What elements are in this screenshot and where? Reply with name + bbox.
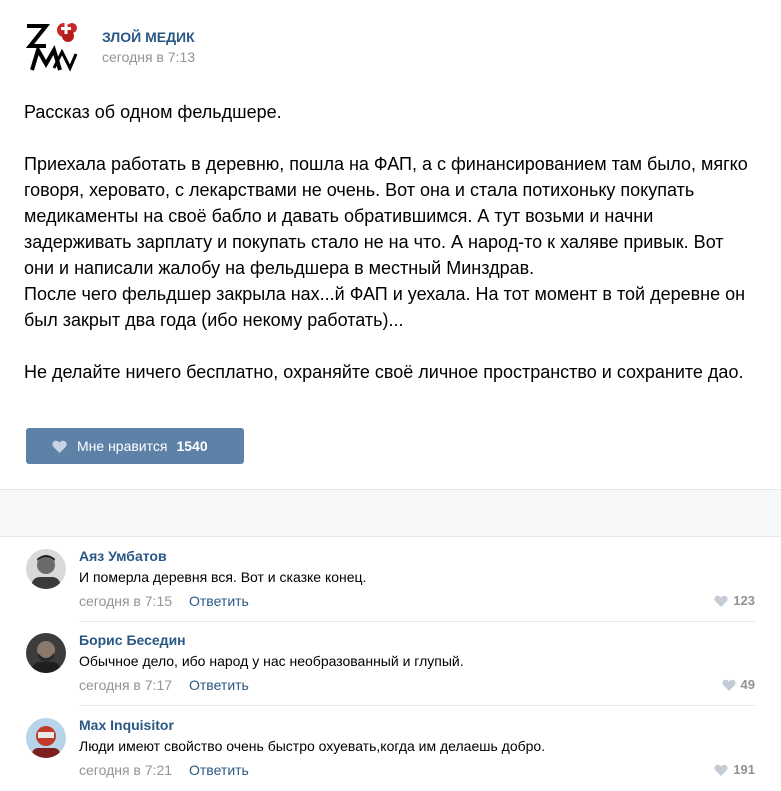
comment-text: Люди имеют свойство очень быстро охуевать,когда им делаешь добро. (79, 738, 546, 754)
post-text (24, 99, 764, 385)
avatar[interactable] (26, 718, 66, 758)
comment-like-count: 191 (733, 762, 755, 777)
heart-icon (722, 679, 736, 691)
heart-icon (714, 764, 728, 776)
comment-item (0, 621, 781, 706)
like-label: Мне нравится (77, 438, 168, 454)
post-line: медикаменты на своё бабло и давать обратившимся. А тут возьми и начни (24, 206, 654, 226)
post-line: они и написали жалобу на фельдшера в местный Минздрав. (24, 258, 535, 278)
comment-like-button[interactable] (722, 677, 755, 692)
avatar[interactable] (26, 633, 66, 673)
reply-link[interactable]: Ответить (189, 762, 249, 778)
comment-item (0, 706, 781, 791)
comment-text: Обычное дело, ибо народ у нас необразованный и глупый. (79, 653, 464, 669)
like-count: 1540 (176, 438, 208, 454)
post-line: задерживать зарплату и покупать стало не на что. А народ-то к халяве привык. Вот (24, 232, 724, 252)
comment-text: И померла деревня вся. Вот и сказке конец. (79, 569, 367, 585)
comment-item (0, 537, 781, 622)
comment-timestamp[interactable]: сегодня в 7:21 (79, 762, 173, 778)
community-logo[interactable] (24, 18, 80, 74)
comment-like-count: 49 (740, 677, 755, 692)
post-line: говоря, херовато, с лекарствами не очень. Вот она и стала потихоньку покупать (24, 180, 695, 200)
heart-icon (52, 440, 67, 453)
comment-like-button[interactable] (714, 762, 755, 777)
heart-icon (714, 595, 728, 607)
post-line: После чего фельдшер закрыла нах...й ФАП и уехала. На тот момент в той деревне он (24, 284, 746, 304)
comment-author[interactable]: Аяз Умбатов (79, 548, 167, 564)
like-button[interactable] (26, 428, 244, 464)
post-line: Не делайте ничего бесплатно, охраняйте своё личное пространство и сохраните дао. (24, 362, 744, 382)
post-line: был закрыт два года (ибо некому работать)... (24, 310, 404, 330)
post-line: Приехала работать в деревню, пошла на ФАП, а с финансированием там было, мягко (24, 154, 748, 174)
reply-link[interactable]: Ответить (189, 677, 249, 693)
comment-like-count: 123 (733, 593, 755, 608)
community-name[interactable]: ЗЛОЙ МЕДИК (102, 29, 195, 45)
post-timestamp[interactable]: сегодня в 7:13 (102, 49, 196, 65)
comment-author[interactable]: Max Inquisitor (79, 717, 174, 733)
comment-timestamp[interactable]: сегодня в 7:17 (79, 677, 173, 693)
post-comments-separator (0, 489, 781, 537)
comment-timestamp[interactable]: сегодня в 7:15 (79, 593, 173, 609)
avatar[interactable] (26, 549, 66, 589)
post-line: Рассказ об одном фельдшере. (24, 102, 282, 122)
comment-like-button[interactable] (714, 593, 755, 608)
comment-author[interactable]: Борис Беседин (79, 632, 186, 648)
reply-link[interactable]: Ответить (189, 593, 249, 609)
